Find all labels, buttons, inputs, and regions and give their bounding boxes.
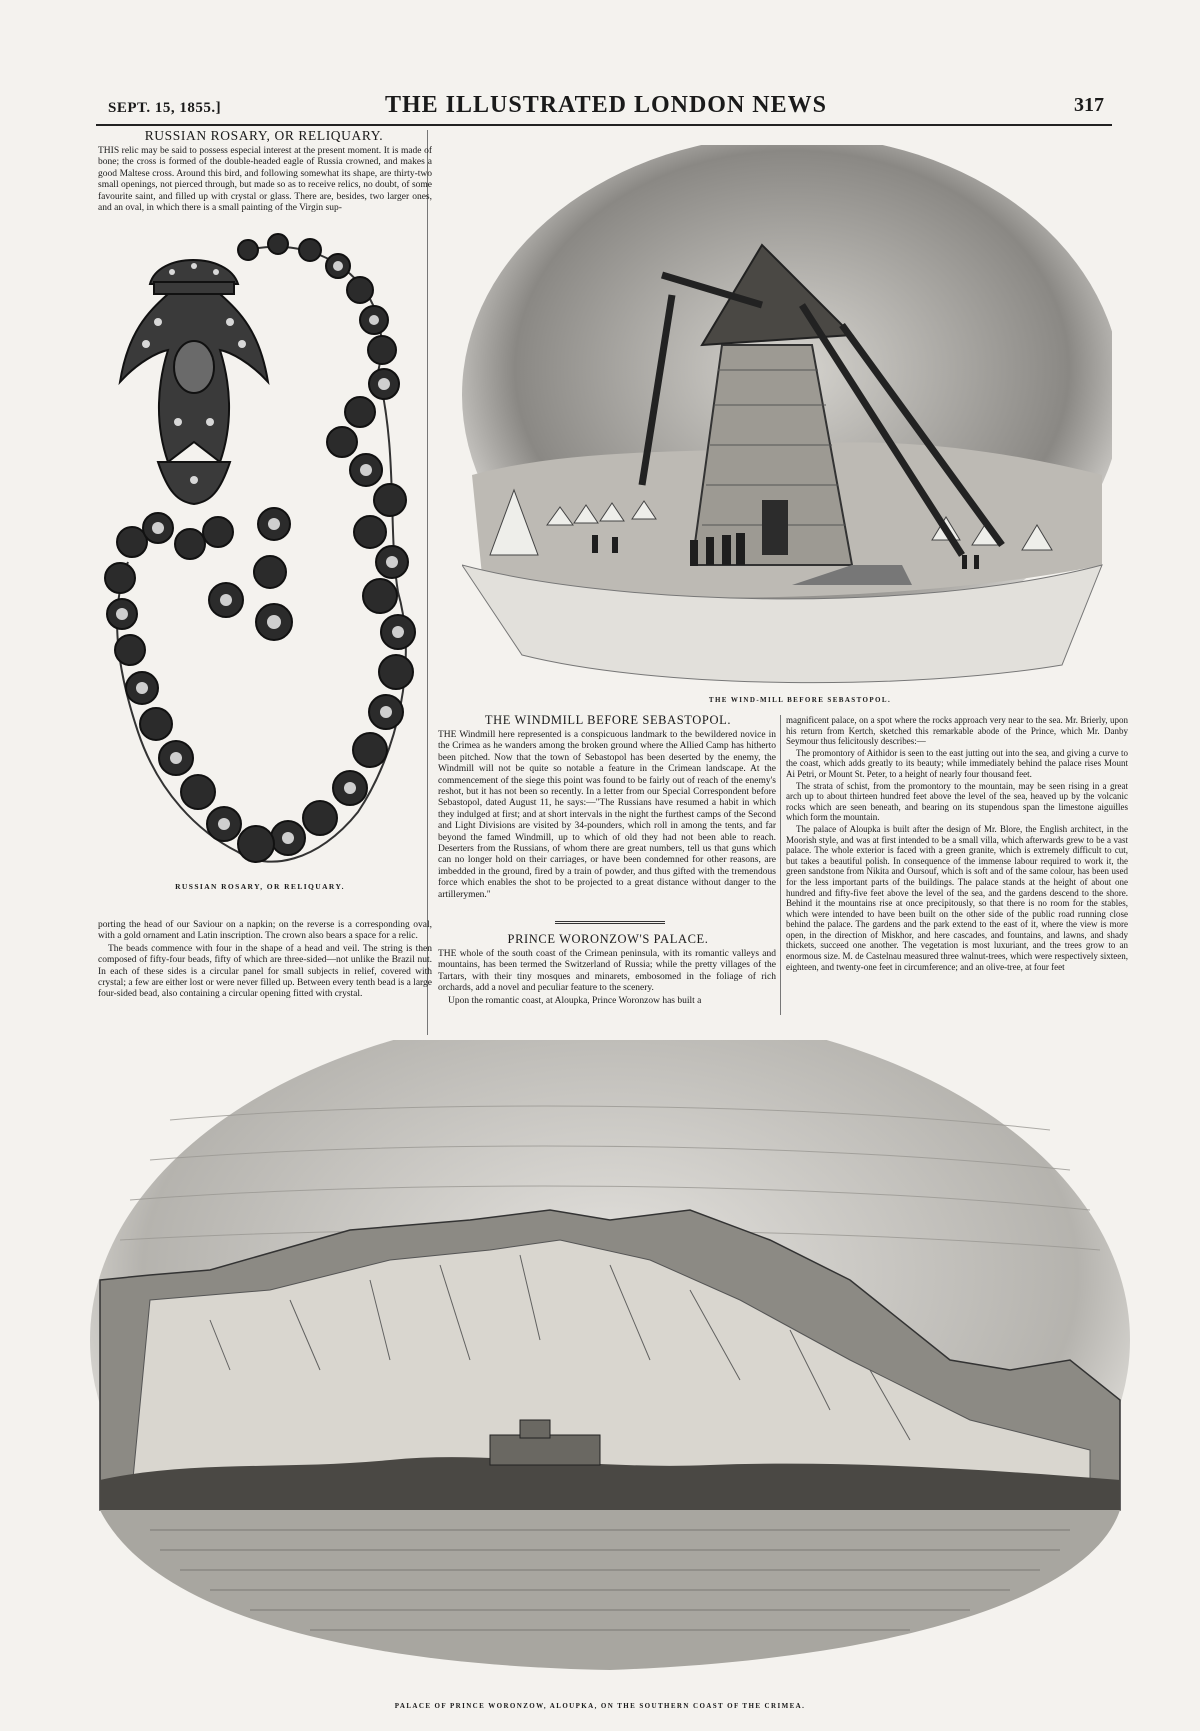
palace-col4-paragraph-2: The promontory of Aithidor is seen to the east jutting out into the sea, and giving a curve to the coast, which adds greatly to its beauty; while immediately behind the palace rises Mount Ai Petri, or Mount St. Peter, to a height of nearly four thousand feet. bbox=[786, 747, 1128, 779]
rosary-continued bbox=[98, 920, 432, 1020]
palace-col4-paragraph-1: magnificent palace, on a spot where the rocks approach very near to the sea. Mr. Brierly, upon his return from Kertch, sketched this remarkable abode of the Prince, which Mr. Danby Seymour thus felicitously describes:— bbox=[786, 715, 1128, 747]
newspaper-title: THE ILLUSTRATED LONDON NEWS bbox=[385, 92, 827, 118]
windmill-body bbox=[438, 730, 776, 923]
article-separator bbox=[555, 921, 665, 924]
windmill-caption: THE WIND-MILL BEFORE SEBASTOPOL. bbox=[708, 696, 892, 704]
masthead bbox=[108, 92, 1104, 122]
palace-body bbox=[438, 949, 776, 1014]
palace-col4-paragraph-3: The strata of schist, from the promontory to the mountain, may be seen rising in a great arch up to about thirteen hundred feet above the level of the sea, heaved up by the volcanic rocks which are seen beneath, and bearing on its stupendous span the limestone aiguilles which form the mountain. bbox=[786, 780, 1128, 823]
rosary-paragraph-1: THIS relic may be said to possess especial interest at the present moment. It is made of bone; the cross is formed of the double-headed eagle of Russia crowned, and makes a good Maltese cross. Around this bird, and following somewhat its shape, are thirty-two small openings, not pierced through, but made so as to receive relics, no doubt, of some favourite saint, and filled up with crystal or glass. There are, besides, two larger ones, and an oval, in which there is a small painting of the Virgin sup- bbox=[98, 146, 432, 214]
palace-caption: PALACE OF PRINCE WORONZOW, ALOUPKA, ON THE SOUTHERN COAST OF THE CRIMEA. bbox=[394, 1702, 806, 1710]
rosary-intro bbox=[98, 146, 432, 226]
rosary-paragraph-2: porting the head of our Saviour on a napkin; on the reverse is a corresponding oval, with a gold ornament and Latin inscription. The crown also bears a space for a relic. bbox=[98, 920, 432, 942]
windmill-paragraph-1: THE Windmill here represented is a conspicuous landmark to the bewildered novice in the Crimea as he wanders among the broken ground where the Allied Camp has hitherto been pitched. Now that the town of Sebastopol has been deserted by the enemy, the Windmill will not be quite so notable a feature in the Crimean landscape. At the commencement of the siege this point was found to be fairly out of reach of the enemy's reshot, but it has not been so recently. In a letter from our Special Correspondent before Sebastopol, dated August 11, he says:—"The Russians have resumed a habit in which they indulged at first; and at short intervals in the night the furthest camps of the Second and Light Divisions are visited by 34-pounders, which roll in among the tents, and far beyond the famed Windmill, up to which of old they had not been able to reach. Deserters from the Russians, of whom there are great numbers, tell us that guns which can no longer hold on their carriages, or have been condemned for other reasons, are imbedded in the ground, fired by a train of powder, and thus gifted with the tremendous force which enables the shot to be projected to a great distance without danger to the artillerymen." bbox=[438, 730, 776, 900]
palace-body-col4 bbox=[786, 715, 1128, 1017]
page-number: 317 bbox=[1074, 94, 1104, 116]
rosary-illustration bbox=[98, 232, 428, 890]
masthead-rule bbox=[96, 124, 1112, 126]
rosary-caption: RUSSIAN ROSARY, OR RELIQUARY. bbox=[175, 882, 345, 891]
column-rule-2 bbox=[780, 715, 781, 1015]
palace-illustration bbox=[90, 1040, 1130, 1680]
palace-heading: PRINCE WORONZOW'S PALACE. bbox=[507, 932, 709, 946]
palace-paragraph-2: Upon the romantic coast, at Aloupka, Prince Woronzow has built a bbox=[448, 995, 702, 1006]
palace-paragraph-1: THE whole of the south coast of the Crimean peninsula, with its romantic valleys and mountains, has been termed the Switzerland of Russia; while the pretty villages of the Tartars, with their tiny mosques and minarets, embosomed in the foliage of rich orchards, add a novel and peculiar feature to the scenery. bbox=[438, 949, 776, 994]
palace-col4-paragraph-4: The palace of Aloupka is built after the design of Mr. Blore, the English architect, in the Moorish style, and was at first intended to be a small villa, which afterwards grew to be a vast palace. The whole exterior is faced with a green granite, which is extremely difficult to cut, but takes a beautiful polish. In consequence of the immense labour required to work it, the green sandstone from Nikita and Oursouf, which is soft and of the same colour, has been used for the less important parts of the buildings. The palace stands at the height of about one hundred and fifty-five feet above the level of the sea, and the gardens descend to the shore. Behind it the mountains rise at once precipitously, so that there is no room for the stables, which were intended to have been built on the other side of the public road running close behind the palace. The gardens and the park extend to the east of it, where the view is more open, in the direction of Miskhor, and here cascades, and fountains, and lawns, and shady thickets, succeed one another. The vegetation is most luxuriant, and the trees grow to an enormous size. M. de Castelnau measured three walnut-trees, which were respectively sixteen, eighteen, and twenty-one feet in circumference; and an olive-tree, at four feet bbox=[786, 823, 1128, 972]
issue-date: SEPT. 15, 1855.] bbox=[108, 100, 222, 116]
windmill-heading: THE WINDMILL BEFORE SEBASTOPOL. bbox=[484, 713, 732, 727]
rosary-heading: RUSSIAN ROSARY, OR RELIQUARY. bbox=[144, 128, 384, 143]
windmill-illustration bbox=[462, 145, 1112, 690]
rosary-paragraph-3: The beads commence with four in the shape of a head and veil. The string is then composed of fifty-four beads, fifty of which are three-sided—not unlike the Brazil nut. In each of these sides is a circular panel for small subjects in relief, covered with crystal; a few are either lost or were never filled up. Between every tenth bead is a large four-sided bead, also containing a circular opening fitted with crystal. bbox=[98, 943, 432, 1000]
